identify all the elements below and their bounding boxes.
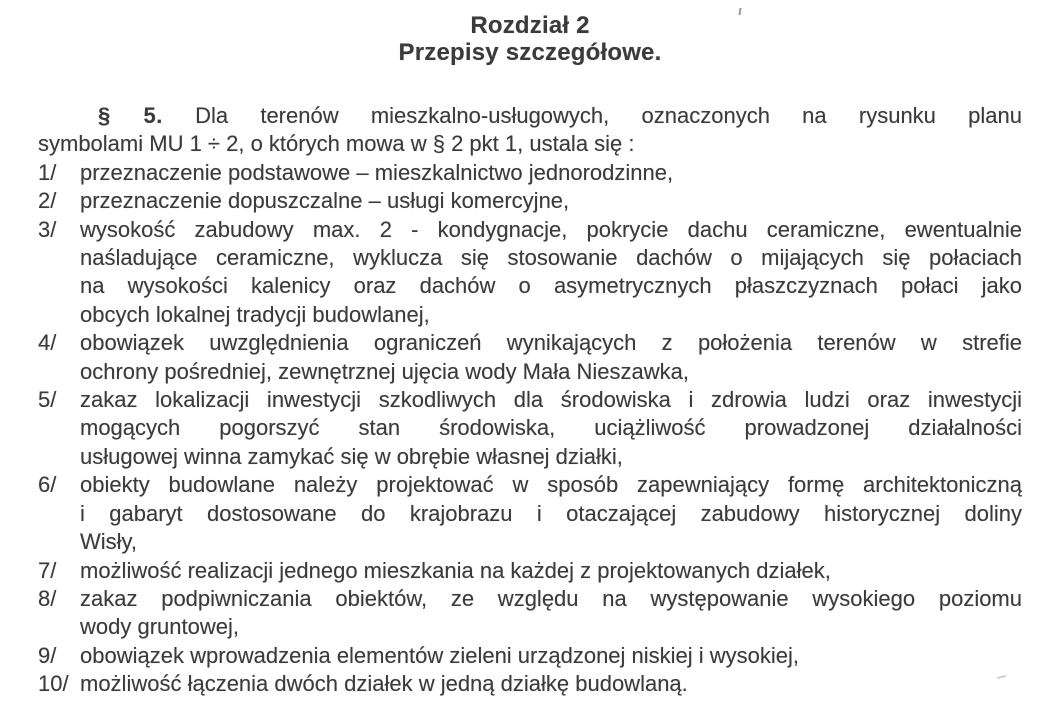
list-item-text: obiekty budowlane należy projektować w sposób zapewniający formę architektoniczną i gabaryt dostosowane do krajobrazu i otaczającej zabudowy historycznej doliny Wisły, <box>80 472 1022 555</box>
list-item-text: wysokość zabudowy max. 2 - kondygnacje, pokrycie dachu ceramiczne, ewentualnie naśladujące ceramiczne, wyklucza się stosowanie dachów o mijających się połaciach na wysokości kalenicy oraz dachów o asymetrycznych płaszczyznach połaci jako obcych lokalnej tradycji budowlanej, <box>80 216 1022 327</box>
document-body <box>38 102 1022 699</box>
chapter-heading <box>0 0 1060 66</box>
list-item-number: 2/ <box>38 188 57 214</box>
list-item-text: przeznaczenie dopuszczalne – usługi komercyjne, <box>80 188 570 214</box>
paragraph-line: symbolami MU 1 ÷ 2, o których mowa w § 2 pkt 1, ustala się : <box>38 131 635 157</box>
list-item-text: zakaz lokalizacji inwestycji szkodliwych dla środowiska i zdrowia ludzi oraz inwestycji mogących pogorszyć stan środowiska, uciążliwość prowadzonej działalności usługowej winna zamykać się w obrębie własnej działki, <box>80 387 1022 469</box>
list-item-number: 8/ <box>38 585 57 611</box>
list-item <box>38 557 1022 585</box>
list-item <box>38 386 1022 471</box>
chapter-subtitle: Przepisy szczegółowe. <box>398 39 662 66</box>
list-item <box>38 216 1022 330</box>
list-item-text: zakaz podpiwniczania obiektów, ze względu na występowanie wysokiego poziomu wody gruntowej, <box>80 585 1022 640</box>
chapter-title: Rozdział 2 <box>470 12 590 39</box>
list-item <box>38 159 1022 187</box>
list-item-text: możliwość realizacji jednego mieszkania na każdej z projektowanych działek, <box>80 557 831 583</box>
list-item <box>38 187 1022 215</box>
section-marker: § 5. <box>98 103 163 128</box>
list-item <box>38 329 1022 386</box>
list-item-text: przeznaczenie podstawowe – mieszkalnictwo jednorodzinne, <box>80 159 674 185</box>
ordinance-list <box>38 159 1022 699</box>
section-paragraph <box>38 102 1022 159</box>
list-item-number: 4/ <box>38 330 57 356</box>
paragraph-text: Dla terenów mieszkalno-usługowych, oznaczonych na rysunku planu <box>195 103 1022 128</box>
list-item-number: 9/ <box>38 642 57 668</box>
list-item <box>38 471 1022 556</box>
list-item-number: 6/ <box>38 472 57 498</box>
list-item-number: 10/ <box>38 671 69 697</box>
paragraph-line <box>38 102 1022 130</box>
list-item-text: obowiązek wprowadzenia elementów zieleni urządzonej niskiej i wysokiej, <box>80 642 800 668</box>
list-item-text: obowiązek uwzględnienia ograniczeń wynikających z położenia terenów w strefie ochrony pośredniej, zewnętrznej ujęcia wody Mała Nieszawka, <box>80 330 1022 384</box>
list-item-number: 7/ <box>38 557 57 583</box>
list-item <box>38 642 1022 670</box>
list-item <box>38 585 1022 642</box>
list-item-number: 5/ <box>38 387 57 413</box>
list-item-text: możliwość łączenia dwóch działek w jedną działkę budowlaną. <box>80 671 688 697</box>
list-item-number: 3/ <box>38 216 57 242</box>
list-item-number: 1/ <box>38 159 57 185</box>
list-item <box>38 670 1022 698</box>
